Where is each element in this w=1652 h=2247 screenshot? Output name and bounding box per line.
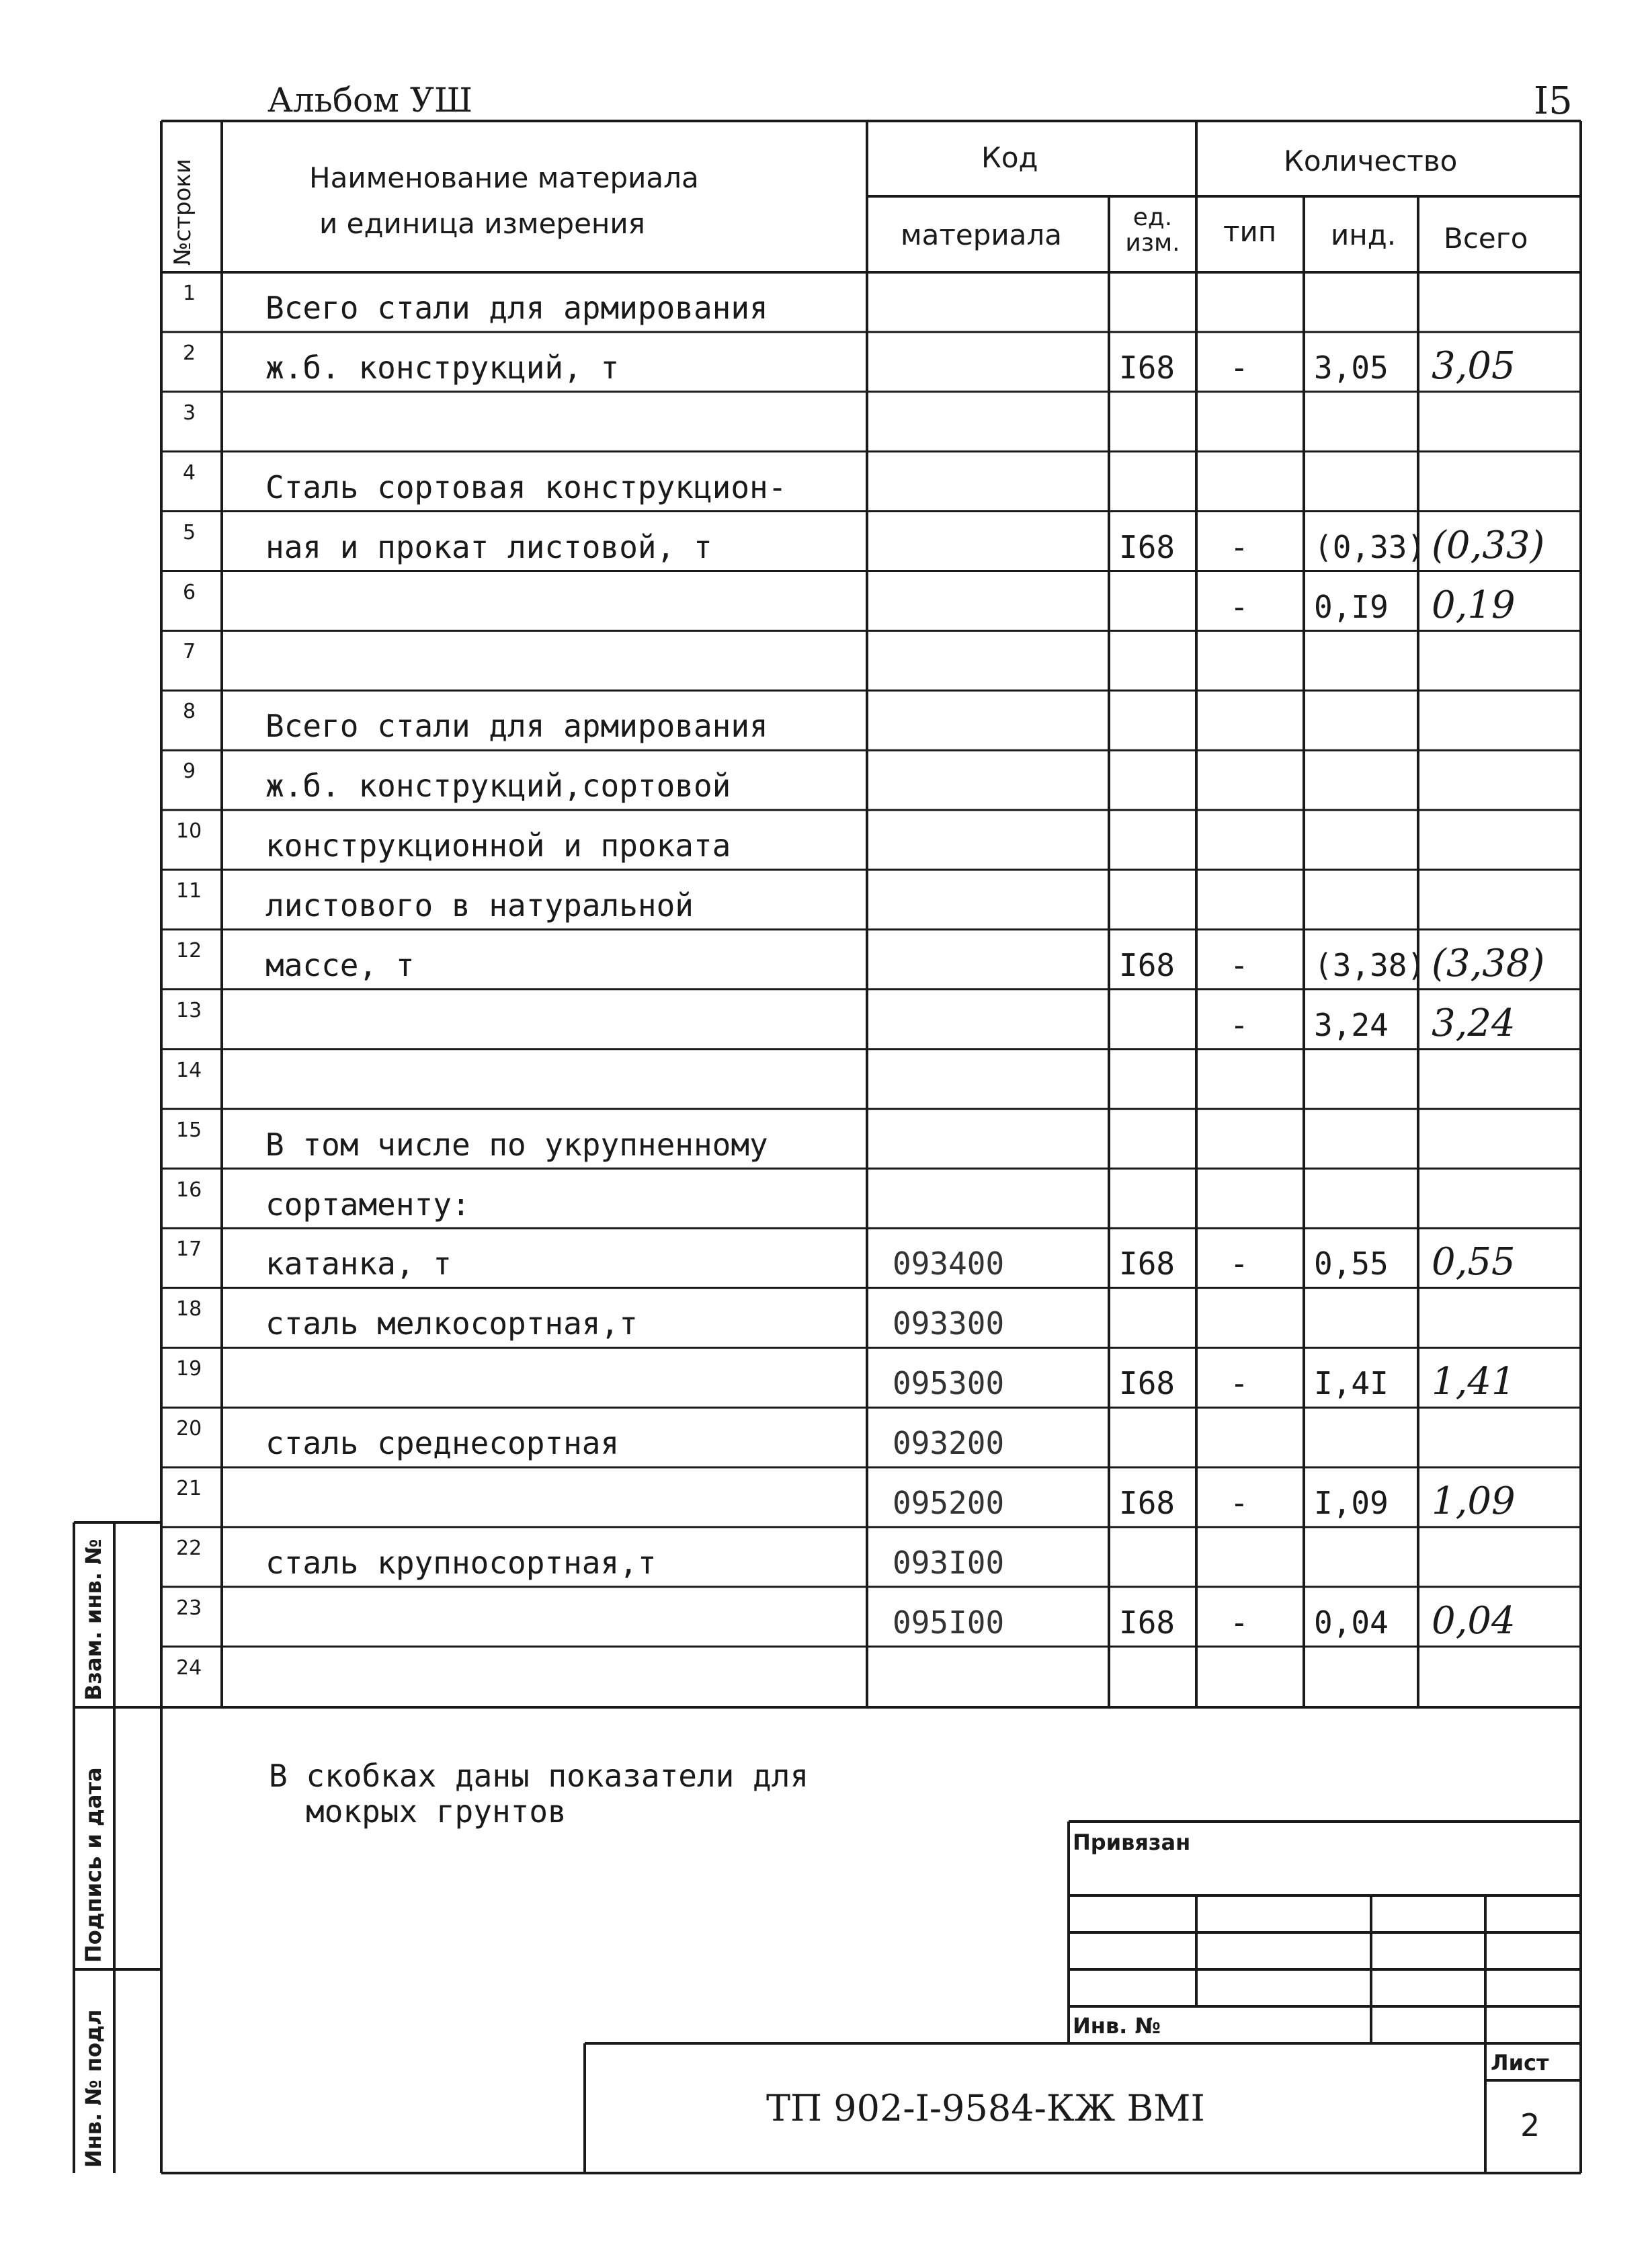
row-name: сталь мелкосортная,т [265,1305,638,1342]
row-unit: I68 [1119,946,1175,983]
row-type: - [1230,349,1249,386]
row-total: (3,38) [1432,941,1545,985]
row-name: Всего стали для армирования [265,290,768,326]
row-unit: I68 [1119,1485,1175,1521]
row-ind: 3,24 [1314,1006,1389,1043]
row-number: 14 [176,1058,202,1082]
row-total: 0,19 [1432,583,1516,627]
row-code: 095I00 [893,1604,1005,1641]
side-label-inv-orig: Инв. № подл [81,2009,106,2168]
column-header-code-material: материала [901,218,1063,251]
row-code: 093I00 [893,1544,1005,1581]
column-header-type: тип [1223,215,1277,248]
row-number: 7 [183,640,196,664]
stamp-bound-label: Привязан [1073,1830,1191,1855]
row-code: 093400 [893,1245,1005,1282]
row-number: 16 [176,1178,202,1202]
row-type: - [1230,1006,1249,1043]
column-header-name-line1: Наименование материала [309,161,699,194]
row-number: 4 [183,460,196,485]
row-unit: I68 [1119,1604,1175,1641]
row-type: - [1230,1604,1249,1641]
row-number: 6 [183,580,196,604]
row-total: 0,55 [1432,1240,1516,1284]
row-number: 10 [176,819,202,844]
side-label-replace-inv: Взам. инв. № [81,1539,106,1701]
row-type: - [1230,1485,1249,1521]
row-name: Сталь сортовая конструкцион- [265,468,787,505]
row-unit: I68 [1119,349,1175,386]
row-number: 3 [183,401,196,425]
row-number: 11 [176,879,202,903]
column-header-name-line2: и единица измерения [319,207,645,240]
row-number: 1 [183,282,196,305]
sheet-number: I5 [1534,79,1573,123]
row-number: 2 [183,341,196,365]
row-unit: I68 [1119,1245,1175,1282]
stamp-inv-no-label: Инв. № [1073,2013,1161,2039]
row-number: 12 [176,938,202,963]
row-ind: 3,05 [1314,349,1389,386]
row-type: - [1230,528,1249,565]
row-name: В том числе по укрупненному [265,1126,768,1163]
row-name: листового в натуральной [265,887,694,924]
column-header-code: Код [981,141,1038,174]
row-number: 17 [176,1237,202,1262]
row-number: 13 [176,998,202,1022]
row-ind: 0,I9 [1314,588,1389,625]
column-header-code-unit: ед. изм. [1125,204,1180,257]
row-type: - [1230,1365,1249,1402]
row-type: - [1230,588,1249,625]
column-header-ind: инд. [1331,218,1397,251]
row-unit: I68 [1119,1365,1175,1402]
row-name: катанка, т [265,1245,452,1282]
column-header-quantity: Количество [1284,145,1458,177]
row-type: - [1230,946,1249,983]
row-ind: (3,38) [1314,946,1426,983]
row-name: массе, т [265,946,415,983]
stamp-sheet-label: Лист [1491,2050,1549,2076]
row-number: 8 [183,700,196,724]
row-name: сортаменту: [265,1186,470,1223]
row-type: - [1230,1245,1249,1282]
row-code: 095300 [893,1365,1005,1402]
row-number: 20 [176,1417,202,1441]
row-name: сталь крупносортная,т [265,1544,657,1581]
row-code: 093300 [893,1305,1005,1342]
row-number: 18 [176,1297,202,1321]
row-ind: 0,55 [1314,1245,1389,1282]
row-code: 093200 [893,1425,1005,1462]
note-line2: мокрых грунтов [306,1793,567,1830]
row-number: 22 [176,1536,202,1560]
row-total: 1,09 [1432,1479,1516,1523]
row-number: 9 [183,760,196,784]
column-header-row-no: №строки [169,159,196,265]
row-total: 3,24 [1432,1001,1516,1045]
row-total: 3,05 [1432,343,1516,388]
side-label-sign-date: Подпись и дата [81,1767,106,1963]
row-number: 5 [183,520,196,544]
row-number: 23 [176,1596,202,1620]
row-number: 15 [176,1118,202,1142]
row-unit: I68 [1119,528,1175,565]
row-name: сталь среднесортная [265,1425,620,1462]
row-name: ж.б. конструкций,сортовой [265,768,731,805]
row-ind: (0,33) [1314,528,1426,565]
row-total: (0,33) [1432,523,1545,567]
row-name: ная и прокат листовой, т [265,528,712,565]
row-total: 1,41 [1432,1360,1516,1404]
row-ind: I,4I [1314,1365,1389,1402]
column-header-total: Всего [1444,222,1528,255]
row-ind: 0,04 [1314,1604,1389,1641]
row-total: 0,04 [1432,1598,1516,1643]
album-title: Альбом УШ [267,81,473,120]
row-name: Всего стали для армирования [265,708,768,745]
note-line1: В скобках даны показатели для [269,1758,809,1794]
stamp-sheet-value: 2 [1520,2107,1540,2143]
row-number: 21 [176,1477,202,1500]
row-code: 095200 [893,1485,1005,1521]
row-name: ж.б. конструкций, т [265,349,620,386]
row-name: конструкционной и проката [265,827,731,864]
row-number: 24 [176,1656,202,1680]
row-number: 19 [176,1357,202,1381]
document-code: ТП 902-I-9584-КЖ ВМI [766,2087,1205,2129]
row-ind: I,09 [1314,1485,1389,1521]
